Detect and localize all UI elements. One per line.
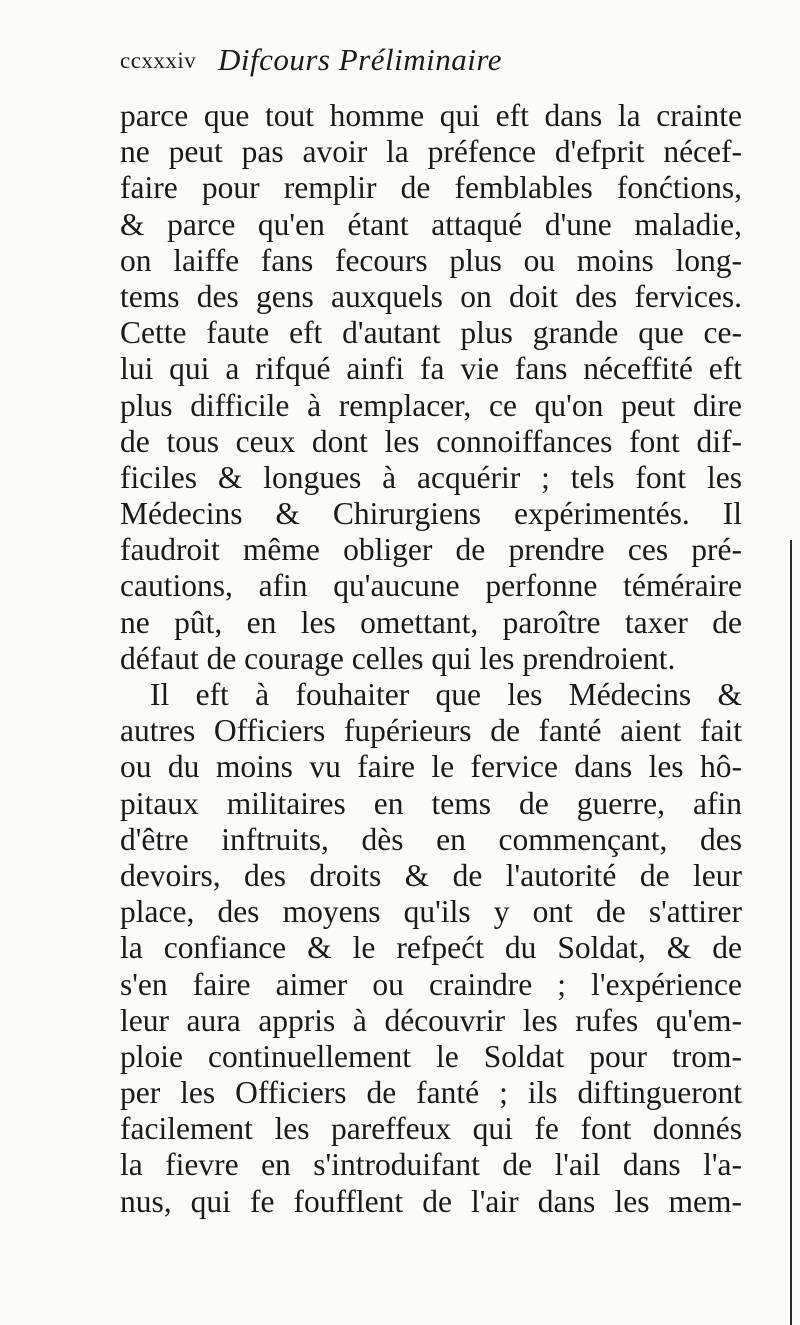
text-line: nus, qui fe foufflent de l'air dans les mem- [120, 1183, 742, 1219]
text-line: ne peut pas avoir la préfence d'efprit nécef- [120, 134, 742, 170]
text-line: la fievre en s'introduifant de l'ail dans l'a- [120, 1147, 742, 1183]
text-line: autres Officiers fupérieurs de fanté aient fait [120, 713, 742, 749]
text-line: défaut de courage celles qui les prendroient. [120, 640, 676, 676]
text-line: s'en faire aimer ou craindre ; l'expérience [120, 966, 742, 1002]
text-line: d'être inftruits, dès en commençant, des [120, 821, 742, 857]
text-line: de tous ceux dont les connoiffances font dif- [120, 423, 742, 459]
page-number: ccxxxiv [120, 48, 197, 73]
text-line: ploie continuellement le Soldat pour trom- [120, 1038, 742, 1074]
text-line: devoirs, des droits & de l'autorité de leur [120, 857, 742, 893]
text-line: & parce qu'en étant attaqué d'une maladie, [120, 206, 742, 242]
text-line: plus difficile à remplacer, ce qu'on peut dire [120, 387, 742, 423]
text-line: on laiffe fans fecours plus ou moins long- [120, 242, 742, 278]
text-line: leur aura appris à découvrir les rufes qu'em- [120, 1002, 742, 1038]
text-line: faire pour remplir de femblables fonćtions, [120, 170, 742, 206]
text-line: per les Officiers de fanté ; ils diftingueront [120, 1075, 742, 1111]
text-line: place, des moyens qu'ils y ont de s'attirer [120, 894, 742, 930]
text-line: lui qui a rifqué ainfi fa vie fans néceffité eft [120, 351, 742, 387]
running-title: Difcours Préliminaire [218, 42, 503, 77]
text-line: la confiance & le refpećt du Soldat, & de [120, 930, 742, 966]
text-line: faudroit même obliger de prendre ces pré- [120, 532, 742, 568]
text-line: tems des gens auxquels on doit des fervices. [120, 278, 742, 314]
body-text [120, 98, 742, 1220]
text-line: Cette faute eft d'autant plus grande que ce- [120, 315, 742, 351]
text-line: facilement les pareffeux qui fe font donnés [120, 1111, 742, 1147]
page-header [120, 42, 740, 86]
text-line: pitaux militaires en tems de guerre, afin [120, 785, 742, 821]
page-edge-shadow [790, 540, 792, 1325]
text-line: cautions, afin qu'aucune perfonne téméraire [120, 568, 742, 604]
text-line: Il eft à fouhaiter que les Médecins & [150, 677, 742, 712]
text-line: ficiles & longues à acquérir ; tels font les [120, 459, 742, 495]
text-line: ne pût, en les omettant, paroître taxer de [120, 604, 742, 640]
text-line: parce que tout homme qui eft dans la crainte [120, 98, 742, 133]
text-line: Médecins & Chirurgiens expérimentés. Il [120, 496, 742, 532]
text-line: ou du moins vu faire le fervice dans les hô- [120, 749, 742, 785]
